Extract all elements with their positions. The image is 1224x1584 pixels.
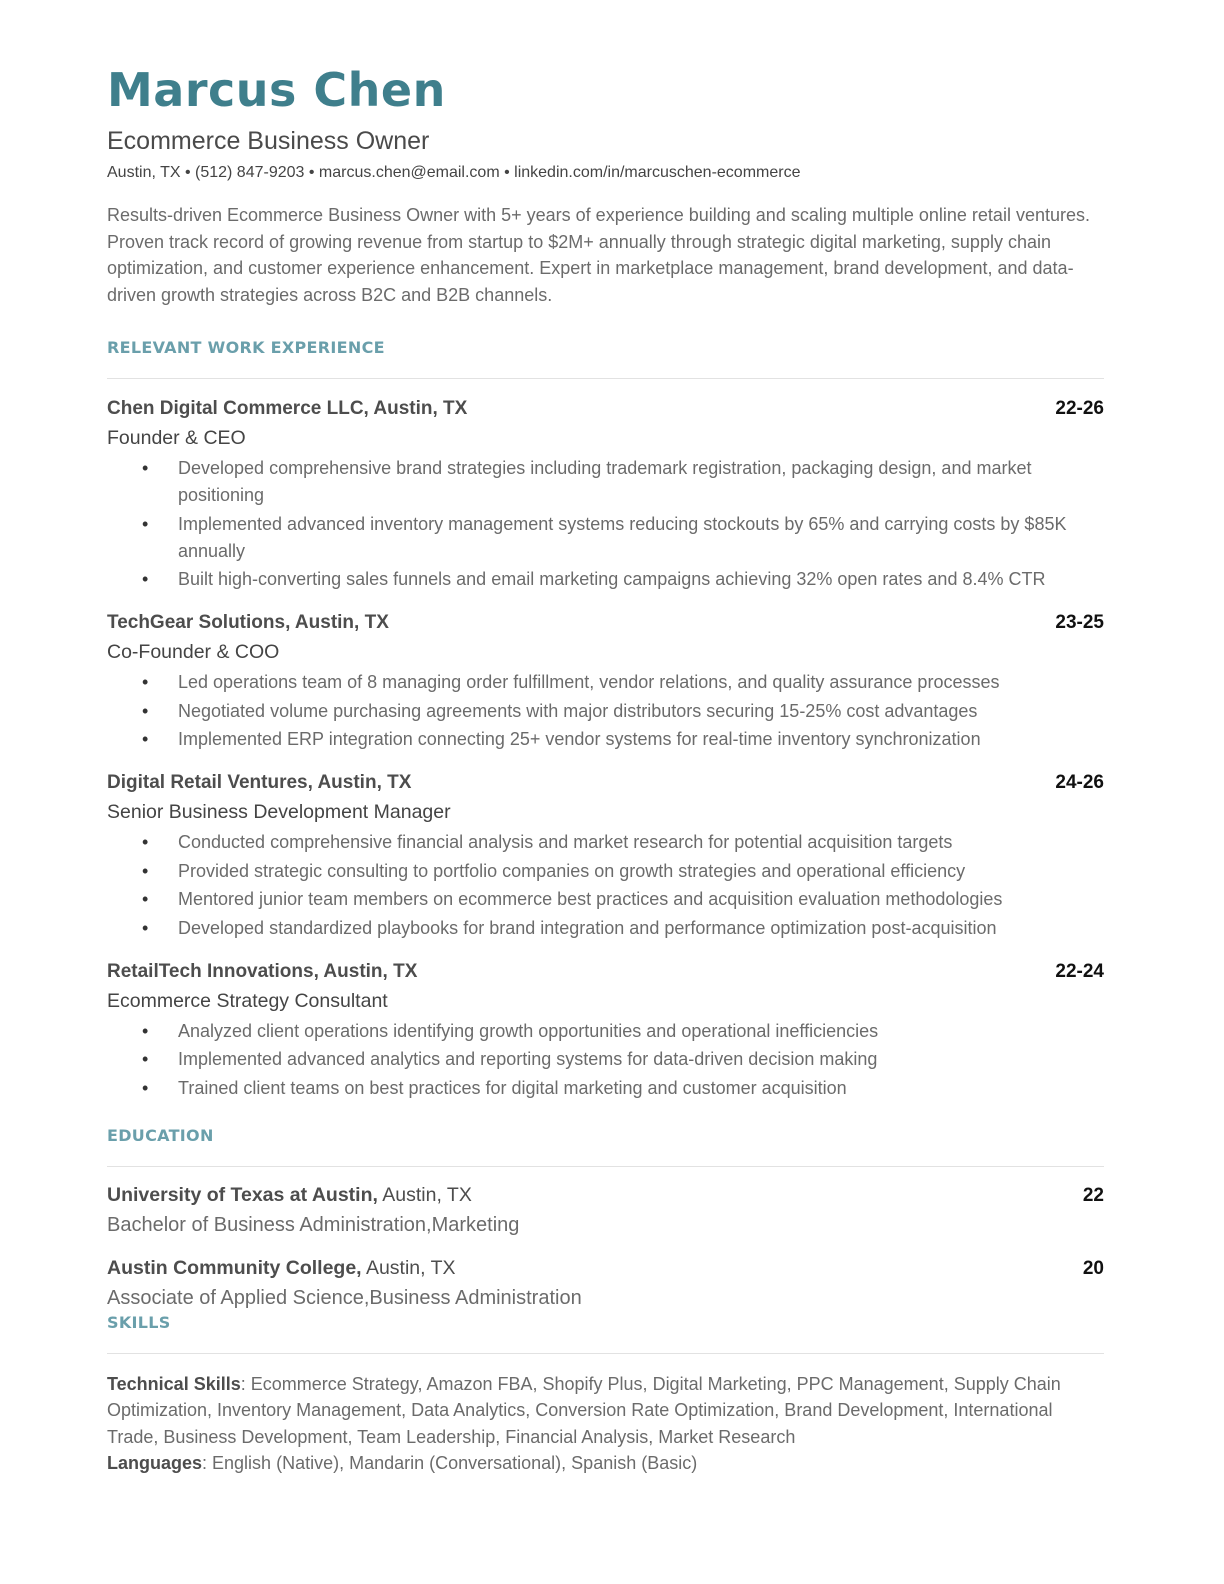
- job-list: [107, 395, 1104, 1102]
- experience-heading: RELEVANT WORK EXPERIENCE: [107, 338, 385, 357]
- languages: [107, 1450, 1104, 1477]
- job-dates: 22-24: [1055, 960, 1104, 982]
- job-role: Co-Founder & COO: [107, 641, 280, 663]
- job-bullet: • Built high-converting sales funnels and email marketing campaigns achieving 32% open rates and 8.4% CTR: [178, 566, 1104, 593]
- skills-block: [107, 1371, 1104, 1477]
- education-section: [107, 1126, 1104, 1313]
- job-bullets: [107, 829, 1104, 942]
- skills-section: [107, 1313, 1104, 1477]
- job-entry: [107, 609, 1104, 753]
- job-bullet: • Led operations team of 8 managing order fulfillment, vendor relations, and quality assurance processes: [178, 669, 1104, 696]
- job-role: Founder & CEO: [107, 427, 246, 449]
- section-divider: [107, 1353, 1104, 1354]
- school-line: [107, 1254, 456, 1282]
- experience-section: [107, 338, 1104, 1102]
- school-name: Austin Community College,: [107, 1256, 362, 1279]
- technical-skills-list: : Ecommerce Strategy, Amazon FBA, Shopify Plus, Digital Marketing, PPC Management, Supply Chain Optimization, Inventory Management, Data Analytics, Conversion Rate Optimization, Brand Development, International Trade, Business Development, Team Leadership, Financial Analysis, Market Research: [107, 1373, 1061, 1447]
- job-bullet: • Negotiated volume purchasing agreements with major distributors securing 15-25% cost advantages: [178, 698, 1104, 725]
- languages-list: : English (Native), Mandarin (Conversational), Spanish (Basic): [202, 1453, 698, 1473]
- job-bullet: • Implemented advanced inventory management systems reducing stockouts by 65% and carrying costs by $85K annually: [178, 511, 1104, 565]
- company-name: Chen Digital Commerce LLC, Austin, TX: [107, 398, 468, 419]
- job-bullet: • Developed comprehensive brand strategies including trademark registration, packaging design, and market positioning: [178, 455, 1104, 509]
- summary-paragraph: Results-driven Ecommerce Business Owner with 5+ years of experience building and scaling multiple online retail ventures. Proven track record of growing revenue from startup to $2M+ annually through strategic digital marketing, supply chain optimization, and customer experience enhancement. Expert in marketplace management, brand development, and data-driven growth strategies across B2C and B2B channels.: [107, 205, 1090, 305]
- job-header: [107, 395, 1104, 423]
- job-role: Senior Business Development Manager: [107, 801, 451, 823]
- job-bullet: • Conducted comprehensive financial analysis and market research for potential acquisition targets: [178, 829, 1104, 856]
- job-entry: [107, 958, 1104, 1102]
- job-header: [107, 958, 1104, 986]
- job-dates: 22-26: [1055, 398, 1104, 419]
- degree: Bachelor of Business Administration,Marketing: [107, 1213, 520, 1236]
- job-bullet: • Analyzed client operations identifying growth opportunities and operational inefficiencies: [178, 1018, 1104, 1045]
- education-header: [107, 1254, 1104, 1283]
- section-divider: [107, 378, 1104, 379]
- company-name: Digital Retail Ventures, Austin, TX: [107, 772, 412, 793]
- school-line: [107, 1181, 472, 1209]
- education-list: [107, 1181, 1104, 1313]
- degree: Associate of Applied Science,Business Administration: [107, 1286, 582, 1309]
- job-bullet: • Provided strategic consulting to portfolio companies on growth strategies and operational efficiency: [178, 858, 1104, 885]
- job-bullet: • Trained client teams on best practices for digital marketing and customer acquisition: [178, 1075, 1104, 1102]
- job-dates: 24-26: [1055, 772, 1104, 793]
- education-heading: EDUCATION: [107, 1125, 214, 1145]
- job-bullet: • Implemented ERP integration connecting 25+ vendor systems for real-time inventory synchronization: [178, 726, 1104, 753]
- candidate-name: Marcus Chen: [107, 63, 446, 117]
- company-name: TechGear Solutions, Austin, TX: [107, 612, 389, 633]
- section-divider: [107, 1166, 1104, 1167]
- job-bullets: [107, 455, 1104, 593]
- skills-heading: SKILLS: [107, 1312, 171, 1332]
- contact-line: Austin, TX • (512) 847-9203 • marcus.chen@email.com • linkedin.com/in/marcuschen-ecommerce: [107, 164, 801, 181]
- languages-label: Languages: [107, 1453, 203, 1473]
- job-header: [107, 769, 1104, 797]
- company-name: RetailTech Innovations, Austin, TX: [107, 960, 418, 982]
- school-name: University of Texas at Austin,: [107, 1183, 378, 1206]
- job-role: Ecommerce Strategy Consultant: [107, 989, 388, 1012]
- education-entry: [107, 1181, 1104, 1240]
- job-entry: [107, 769, 1104, 942]
- education-header: [107, 1181, 1104, 1210]
- job-dates: 23-25: [1055, 612, 1104, 633]
- resume-page: [107, 62, 1104, 1477]
- job-entry: [107, 395, 1104, 593]
- job-title: Ecommerce Business Owner: [107, 127, 430, 155]
- job-bullet: • Mentored junior team members on ecommerce best practices and acquisition evaluation methodologies: [178, 886, 1104, 913]
- graduation-year: 22: [1082, 1184, 1104, 1206]
- school-location: Austin, TX: [361, 1256, 456, 1279]
- job-bullet: • Developed standardized playbooks for brand integration and performance optimization post-acquisition: [178, 915, 1104, 942]
- education-entry: [107, 1254, 1104, 1313]
- job-bullets: [107, 1018, 1104, 1102]
- technical-skills-label: Technical Skills: [107, 1373, 241, 1394]
- job-bullet: • Implemented advanced analytics and reporting systems for data-driven decision making: [178, 1046, 1104, 1073]
- job-header: [107, 609, 1104, 637]
- job-bullets: [107, 669, 1104, 753]
- technical-skills: [107, 1371, 1104, 1451]
- graduation-year: 20: [1082, 1257, 1104, 1279]
- school-location: Austin, TX: [377, 1183, 472, 1206]
